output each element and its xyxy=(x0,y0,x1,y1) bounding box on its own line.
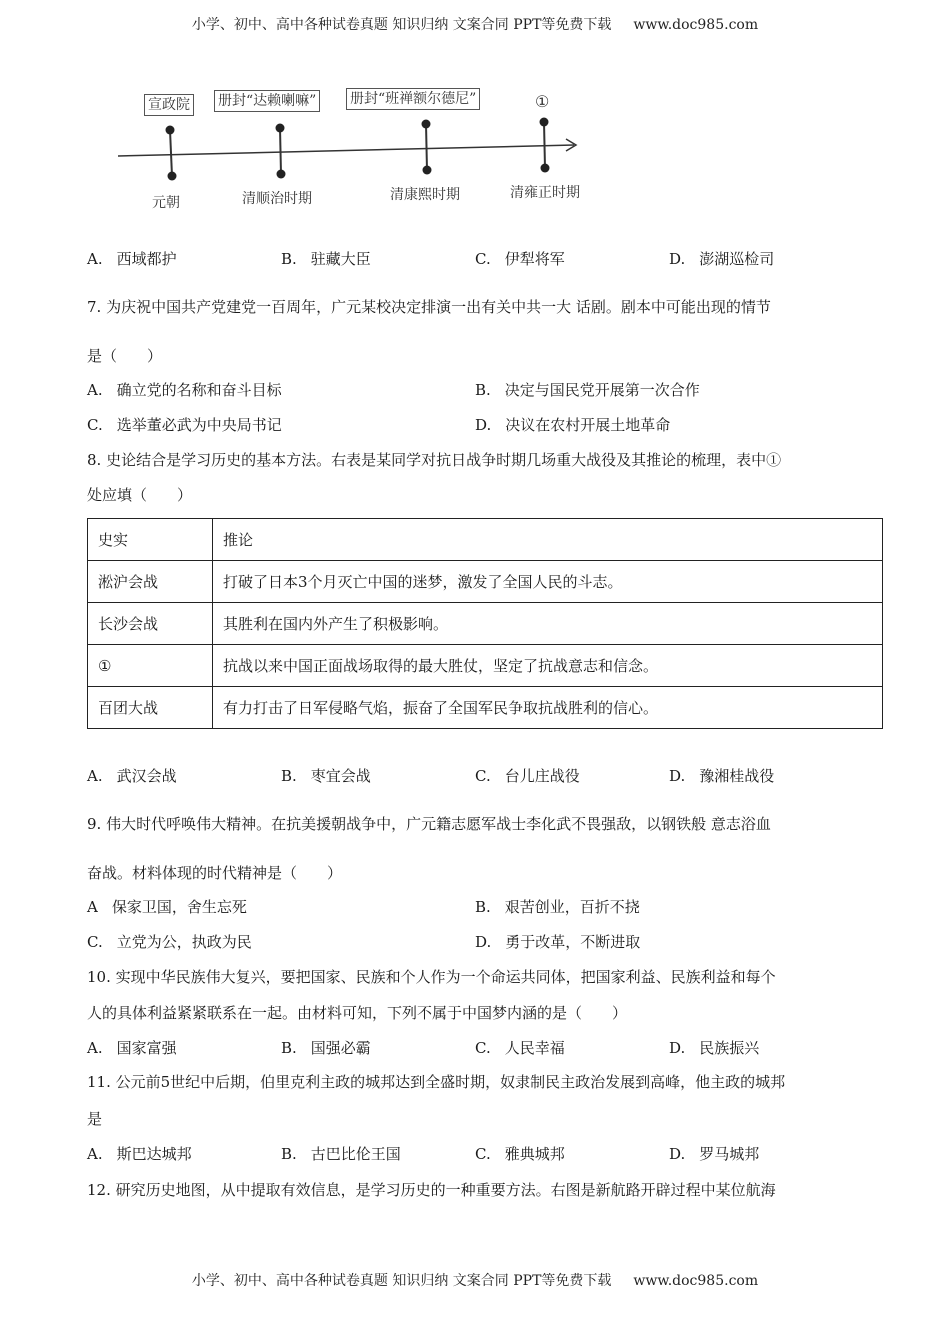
q7-option-d[interactable]: D. 决议在农村开展土地革命 xyxy=(475,416,671,434)
q8-option-c[interactable]: C. 台儿庄战役 xyxy=(475,767,580,785)
table-row xyxy=(88,687,883,729)
q7-stem-line1: 7. 为庆祝中国共产党建党一百周年，广元某校决定排演一出有关中共一大 话剧。剧本中可能出现的情节 xyxy=(87,298,771,316)
q10-stem-line1: 10. 实现中华民族伟大复兴，要把国家、民族和个人作为一个命运共同体，把国家利益、民族利益和每个 xyxy=(87,968,776,986)
timeline-period-yuan: 元朝 xyxy=(152,195,180,211)
q12-stem-line1: 12. 研究历史地图，从中提取有效信息，是学习历史的一种重要方法。右图是新航路开辟过程中某位航海 xyxy=(87,1181,776,1199)
table-header-cell: 推论 xyxy=(213,519,883,561)
table-cell: 百团大战 xyxy=(88,687,213,729)
q8-option-a[interactable]: A. 武汉会战 xyxy=(87,767,177,785)
q10-option-d[interactable]: D. 民族振兴 xyxy=(669,1039,760,1057)
q7-option-c[interactable]: C. 选举董必武为中央局书记 xyxy=(87,416,282,434)
table-row xyxy=(88,561,883,603)
q10-stem-line2: 人的具体利益紧紧联系在一起。由材料可知，下列不属于中国梦内涵的是（ ） xyxy=(87,1004,628,1022)
table-cell: 打破了日本3个月灭亡中国的迷梦，激发了全国人民的斗志。 xyxy=(213,561,883,603)
table-cell: ① xyxy=(88,645,213,687)
table-cell: 抗战以来中国正面战场取得的最大胜仗，坚定了抗战意志和信念。 xyxy=(213,645,883,687)
header-url[interactable]: www.doc985.com xyxy=(633,17,759,33)
q8-option-d[interactable]: D. 豫湘桂战役 xyxy=(669,767,775,785)
q8-stem-line1: 8. 史论结合是学习历史的基本方法。右表是某同学对抗日战争时期几场重大战役及其推论的梳理，表中① xyxy=(87,451,782,469)
q11-option-d[interactable]: D. 罗马城邦 xyxy=(669,1145,760,1163)
q9-option-d[interactable]: D. 勇于改革，不断进取 xyxy=(475,933,641,951)
footer-url[interactable]: www.doc985.com xyxy=(633,1273,759,1289)
table-cell: 淞沪会战 xyxy=(88,561,213,603)
q8-table xyxy=(87,518,883,729)
q6-option-c[interactable]: C. 伊犁将军 xyxy=(475,250,565,268)
table-header-row xyxy=(88,519,883,561)
table-row xyxy=(88,603,883,645)
q8-option-b[interactable]: B. 枣宜会战 xyxy=(281,767,371,785)
table-row xyxy=(88,645,883,687)
timeline-period-kangxi: 清康熙时期 xyxy=(390,187,460,203)
q6-option-b[interactable]: B. 驻藏大臣 xyxy=(281,250,371,268)
q9-option-b[interactable]: B. 艰苦创业，百折不挠 xyxy=(475,898,640,916)
q9-stem-line2: 奋战。材料体现的时代精神是（ ） xyxy=(87,864,343,882)
q6-option-d[interactable]: D. 澎湖巡检司 xyxy=(669,250,775,268)
timeline-period-shunzhi: 清顺治时期 xyxy=(242,191,312,207)
q9-option-c[interactable]: C. 立党为公，执政为民 xyxy=(87,933,252,951)
page-header xyxy=(0,14,950,34)
timeline-box-dalai: 册封“达赖喇嘛” xyxy=(214,90,320,112)
table-cell: 长沙会战 xyxy=(88,603,213,645)
timeline-period-yongzheng: 清雍正时期 xyxy=(510,185,580,201)
timeline-box-panchen: 册封“班禅额尔德尼” xyxy=(346,88,480,110)
q9-option-a[interactable]: A 保家卫国，舍生忘死 xyxy=(87,898,247,916)
q10-option-c[interactable]: C. 人民幸福 xyxy=(475,1039,565,1057)
q11-option-a[interactable]: A. 斯巴达城邦 xyxy=(87,1145,192,1163)
q7-option-b[interactable]: B. 决定与国民党开展第一次合作 xyxy=(475,381,700,399)
q11-stem-line1: 11. 公元前5世纪中后期，伯里克利主政的城邦达到全盛时期，奴隶制民主政治发展到高峰，他主政的城邦 xyxy=(87,1073,786,1091)
q6-option-a[interactable]: A. 西域都护 xyxy=(87,250,177,268)
q11-stem-line2: 是 xyxy=(87,1110,103,1128)
q7-option-a[interactable]: A. 确立党的名称和奋斗目标 xyxy=(87,381,282,399)
q8-stem-line2: 处应填（ ） xyxy=(87,486,193,504)
q11-option-c[interactable]: C. 雅典城邦 xyxy=(475,1145,565,1163)
q7-stem-line2: 是（ ） xyxy=(87,347,163,365)
q10-option-a[interactable]: A. 国家富强 xyxy=(87,1039,177,1057)
page-footer xyxy=(0,1270,950,1290)
footer-text: 小学、初中、高中各种试卷真题 知识归纳 文案合同 PPT等免费下载 xyxy=(191,1273,612,1289)
header-text: 小学、初中、高中各种试卷真题 知识归纳 文案合同 PPT等免费下载 xyxy=(191,17,612,33)
q11-option-b[interactable]: B. 古巴比伦王国 xyxy=(281,1145,401,1163)
timeline-blank-marker: ① xyxy=(535,92,550,111)
q9-stem-line1: 9. 伟大时代呼唤伟大精神。在抗美援朝战争中，广元籍志愿军战士李化武不畏强敌，以钢铁般 意志浴血 xyxy=(87,815,771,833)
table-header-cell: 史实 xyxy=(88,519,213,561)
table-cell: 有力打击了日军侵略气焰，振奋了全国军民争取抗战胜利的信心。 xyxy=(213,687,883,729)
q10-option-b[interactable]: B. 国强必霸 xyxy=(281,1039,371,1057)
table-cell: 其胜利在国内外产生了积极影响。 xyxy=(213,603,883,645)
timeline-figure xyxy=(100,78,600,228)
timeline-box-xuanzhengyuan: 宣政院 xyxy=(144,94,194,116)
